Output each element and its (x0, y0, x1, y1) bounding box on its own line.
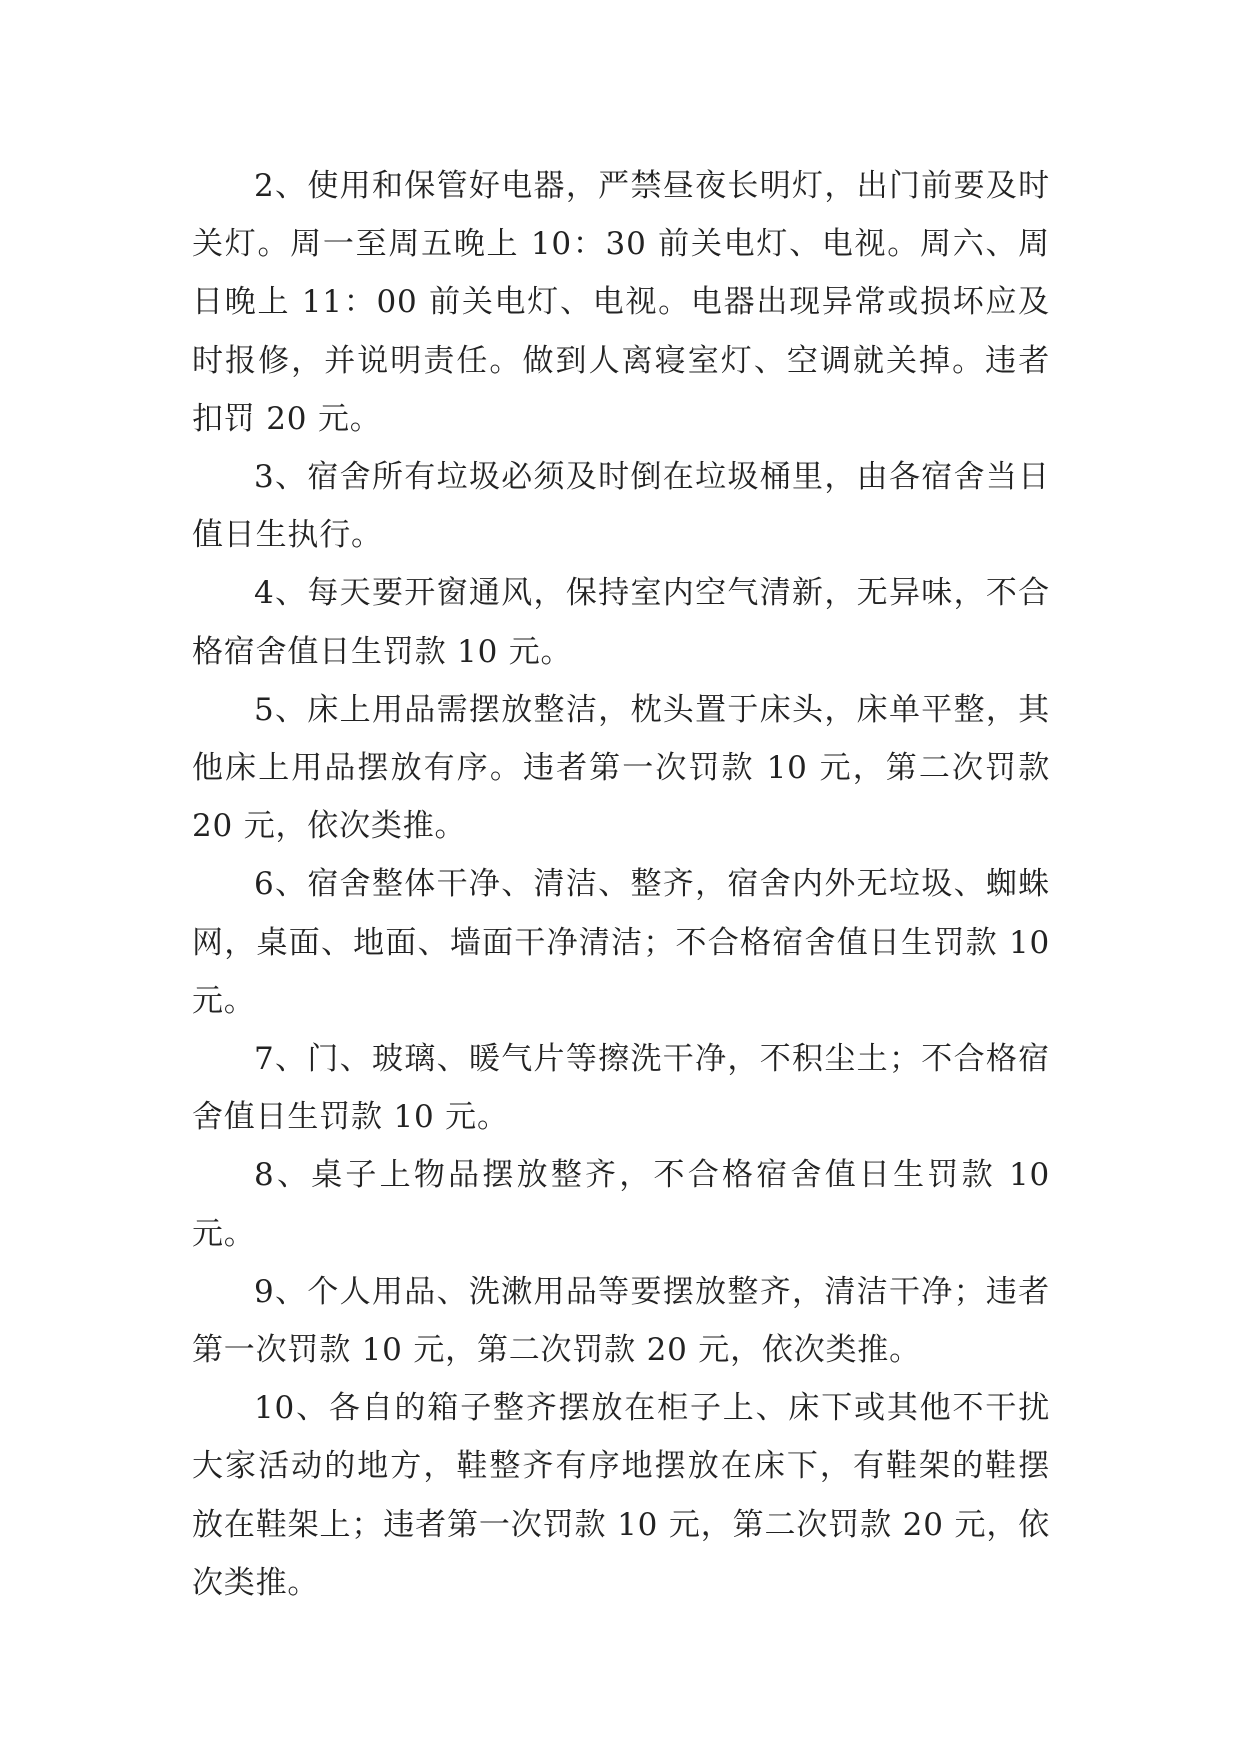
rule-item-8: 8、桌子上物品摆放整齐，不合格宿舍值日生罚款 10 元。 (192, 1157, 1050, 1252)
rule-item-9: 9、个人用品、洗漱用品等要摆放整齐，清洁干净；违者第一次罚款 10 元，第二次罚款 20 元，依次类推。 (192, 1273, 1050, 1369)
rule-item-3: 3、宿舍所有垃圾必须及时倒在垃圾桶里，由各宿舍当日值日生执行。 (192, 459, 1050, 554)
rule-item-2: 2、使用和保管好电器，严禁昼夜长明灯，出门前要及时关灯。周一至周五晚上 10：30 前关电灯、电视。周六、周日晚上 11：00 前关电灯、电视。电器出现异常或损坏应及时报修，并说明责任。做到人离寝室灯、空调就关掉。违者扣罚 20 元。 (192, 168, 1050, 437)
rule-item-5: 5、床上用品需摆放整洁，枕头置于床头，床单平整，其他床上用品摆放有序。违者第一次罚款 10 元，第二次罚款 20 元，依次类推。 (192, 691, 1050, 845)
rule-item-4: 4、每天要开窗通风，保持室内空气清新，无异味，不合格宿舍值日生罚款 10 元。 (192, 575, 1050, 670)
rule-item-7: 7、门、玻璃、暖气片等擦洗干净，不积尘土；不合格宿舍值日生罚款 10 元。 (192, 1041, 1050, 1136)
rule-item-6: 6、宿舍整体干净、清洁、整齐，宿舍内外无垃圾、蜘蛛网，桌面、地面、墙面干净清洁；不合格宿舍值日生罚款 10 元。 (192, 866, 1050, 1019)
document-body (192, 157, 1050, 1612)
rule-item-10: 10、各自的箱子整齐摆放在柜子上、床下或其他不干扰大家活动的地方，鞋整齐有序地摆放在床下，有鞋架的鞋摆放在鞋架上；违者第一次罚款 10 元，第二次罚款 20 元，依次类推。 (192, 1390, 1050, 1601)
